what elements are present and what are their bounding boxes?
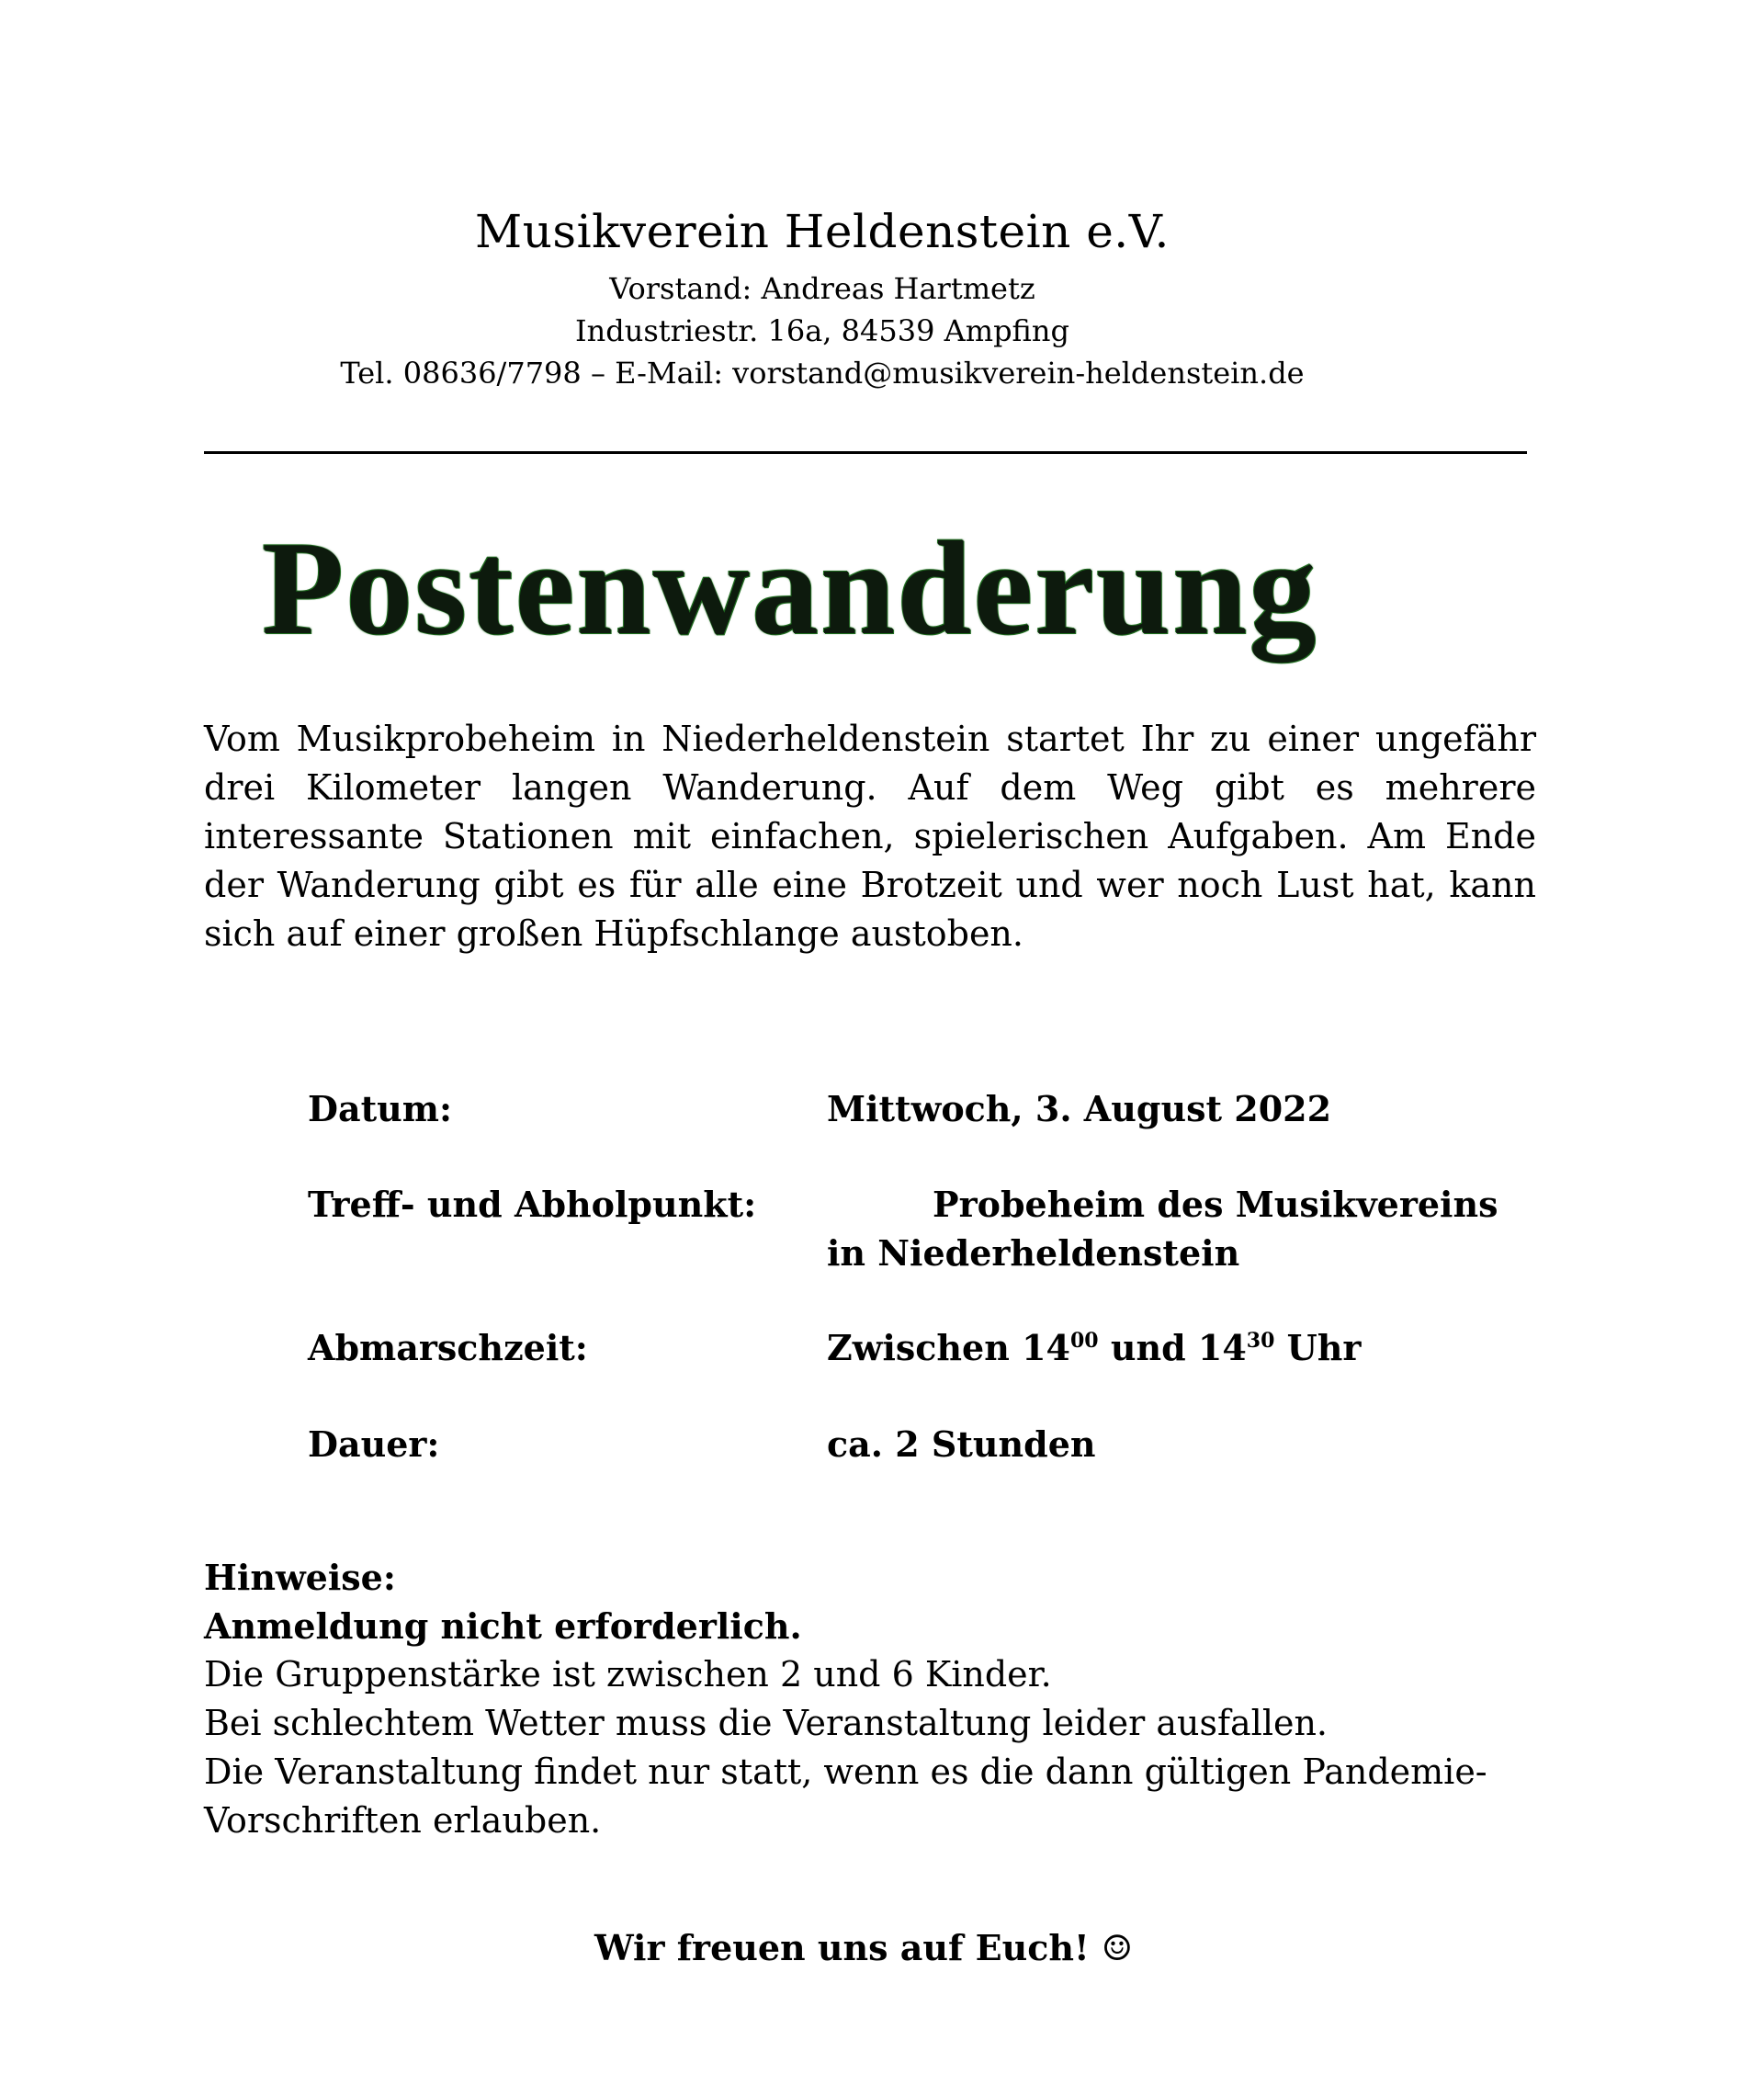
duration-label: Dauer: — [308, 1423, 440, 1465]
date-label: Datum: — [308, 1088, 452, 1129]
page-title: Postenwanderung — [262, 514, 1318, 663]
meeting-point-line2: in Niederheldenstein — [827, 1232, 1240, 1274]
header-divider — [204, 451, 1527, 454]
notes-heading: Hinweise: — [204, 1557, 396, 1598]
intro-paragraph: Vom Musikprobeheim in Niederheldenstein startet Ihr zu einer ungefähr drei Kilometer langen Wanderung. Auf dem Weg gibt es mehrere interessante Stationen mit einfachen, spielerischen Aufgaben. Am Ende der Wanderung gibt es für alle eine Brotzeit und wer noch Lust hat, kann sich auf einer großen Hüpfschlange austoben. — [204, 719, 1536, 954]
departure-middle: und 14 — [1098, 1327, 1247, 1368]
org-address: Industriestr. 16a, 84539 Ampfing — [575, 313, 1069, 348]
closing-line: Wir freuen uns auf Euch! ☺ — [594, 1927, 1133, 1968]
org-board: Vorstand: Andreas Hartmetz — [609, 271, 1035, 306]
notes-line-pandemic-cont: Vorschriften erlauben. — [204, 1800, 602, 1841]
departure-suffix: Uhr — [1274, 1327, 1362, 1368]
meeting-point-value — [827, 1180, 1498, 1277]
notes-line-weather: Bei schlechtem Wetter muss die Veranstaltung leider ausfallen. — [204, 1703, 1329, 1743]
departure-prefix: Zwischen 14 — [827, 1327, 1070, 1368]
date-value: Mittwoch, 3. August 2022 — [827, 1088, 1332, 1129]
departure-label: Abmarschzeit: — [308, 1327, 588, 1368]
org-contact: Tel. 08636/7798 – E-Mail: vorstand@musikverein-heldenstein.de — [340, 356, 1305, 391]
departure-value — [827, 1323, 1361, 1372]
org-name: Musikverein Heldenstein e.V. — [475, 205, 1170, 258]
departure-start-minutes: 00 — [1069, 1329, 1099, 1353]
notes-section — [204, 1553, 1564, 1845]
notes-line-pandemic: Die Veranstaltung findet nur statt, wenn es die dann gültigen Pandemie- — [204, 1751, 1487, 1792]
duration-value: ca. 2 Stunden — [827, 1423, 1096, 1465]
notes-line-group-size: Die Gruppenstärke ist zwischen 2 und 6 Kinder. — [204, 1654, 1052, 1695]
meeting-point-label: Treff- und Abholpunkt: — [308, 1184, 757, 1225]
meeting-point-line1: Probeheim des Musikvereins — [933, 1184, 1498, 1225]
departure-end-minutes: 30 — [1246, 1329, 1275, 1353]
notes-registration: Anmeldung nicht erforderlich. — [204, 1605, 802, 1647]
